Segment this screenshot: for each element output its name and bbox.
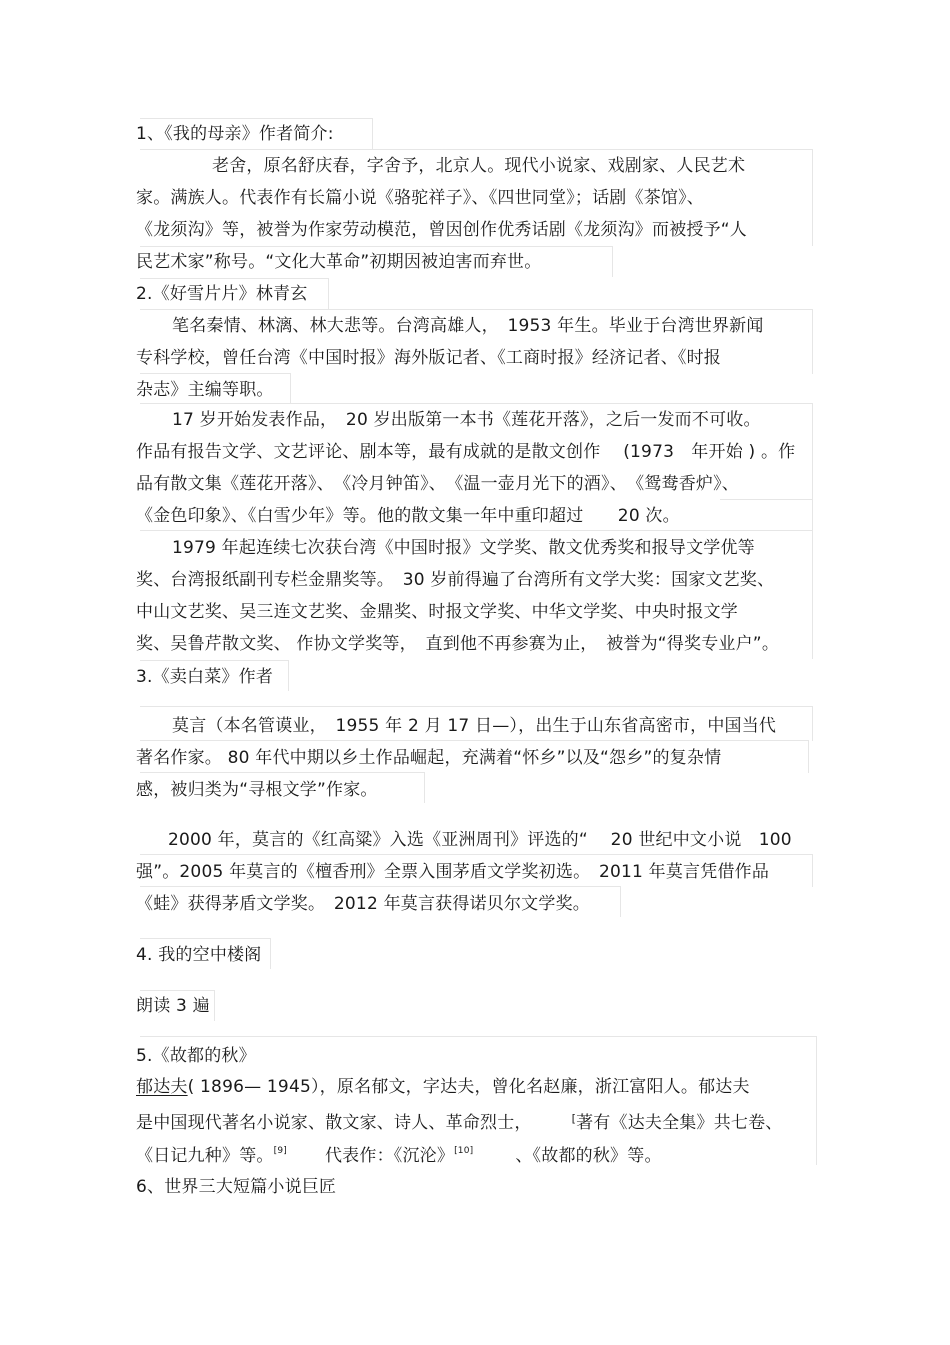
section-3-heading: 3.《卖白菜》作者 [136,667,274,687]
paragraph-line: 品有散文集《莲花开落》、 《冷月钟笛》、 《温一壶月光下的酒》、 《鸳鸯香炉》、 [136,474,739,494]
inline-text: 代表作：《沉沦》 [324,1146,455,1166]
section-4-heading: 4. 我的空中楼阁 [136,945,262,965]
inline-text: 、《故都的秋》等。 [515,1146,662,1166]
inline-text: 是中国现代著名小说家、散文家、诗人、革命烈士， [136,1113,532,1133]
paragraph-line: 《龙须沟》等，被誉为作家劳动模范，曾因创作优秀话剧《龙须沟》而被授予“人 [136,220,748,240]
paragraph-line: 感，被归类为“寻根文学”作家。 [136,780,378,800]
reading-note: 朗读 3 遍 [136,996,210,1016]
section-1-heading: 1、《我的母亲》作者简介: [136,124,334,144]
section-6-heading: 6、世界三大短篇小说巨匠 [136,1177,337,1197]
paragraph-line [136,1138,662,1164]
paragraph-line: 奖、吴鲁芹散文奖、 作协文学奖等， 直到他不再参赛为止， 被誉为“得奖专业户”。 [136,634,780,654]
paragraph-line: 著名作家。 80 年代中期以乡土作品崛起，充满着“怀乡”以及“怨乡”的复杂情 [136,748,722,768]
paragraph-line: 作品有报告文学、文艺评论、剧本等，最有成就的是散文创作 (1973 年开始 ) 。作 [136,442,796,462]
reference-10[interactable]: [10] [454,1146,474,1156]
inline-text: ( 1896— 1945），原名郁文，字达夫，曾化名赵廉，浙江富阳人。郁达夫 [187,1077,750,1097]
paragraph-line: 莫言（本名管谟业， 1955 年 2 月 17 日—），出生于山东省高密市，中国当代 [172,716,777,736]
bracket-mark: [ [571,1112,577,1125]
paragraph-line: 杂志》主编等职。 [136,380,274,400]
paragraph-line: 17 岁开始发表作品， 20 岁出版第一本书《莲花开落》，之后一发而不可收。 [172,410,761,430]
paragraph-line: 笔名秦情、林漓、林大悲等。台湾高雄人， 1953 年生。毕业于台湾世界新闻 [172,316,764,336]
paragraph-line: 中山文艺奖、吴三连文艺奖、金鼎奖、时报文学奖、中华文学奖、中央时报文学 [136,602,738,622]
paragraph-line: 奖、台湾报纸副刊专栏金鼎奖等。 30 岁前得遍了台湾所有文学大奖：国家文艺奖、 [136,570,775,590]
scan-box [720,499,813,530]
paragraph-line: 强”。2005 年莫言的《檀香刑》全票入围茅盾文学奖初选。 2011 年莫言凭借作品 [136,862,770,882]
section-5-heading: 5.《故都的秋》 [136,1046,256,1066]
inline-text: 著有《达夫全集》共七卷、 [576,1113,783,1133]
paragraph-line: 《蛙》获得茅盾文学奖。 2012 年莫言获得诺贝尔文学奖。 [136,894,590,914]
reference-9[interactable]: [9] [273,1146,287,1156]
paragraph-line [136,1106,783,1132]
author-link[interactable]: 郁达夫 [136,1077,188,1097]
paragraph-line: 2000 年，莫言的《红高粱》入选《亚洲周刊》评选的“ 20 世纪中文小说 100 [168,830,792,850]
paragraph-line: 专科学校，曾任台湾《中国时报》海外版记者、《工商时报》经济记者、《时报 [136,348,721,368]
paragraph-line: 1979 年起连续七次获台湾《中国时报》文学奖、散文优秀奖和报导文学优等 [172,538,755,558]
paragraph-line [136,1074,750,1100]
paragraph-line: 民艺术家”称号。“文化大革命”初期因被迫害而弃世。 [136,252,542,272]
inline-text: 《日记九种》等。 [136,1146,274,1166]
paragraph-line: 家。满族人。代表作有长篇小说《骆驼祥子》、《四世同堂》；话剧《茶馆》、 [136,188,704,208]
paragraph-line: 《金色印象》、《白雪少年》等。他的散文集一年中重印超过 20 次。 [136,506,680,526]
paragraph-line: 老舍，原名舒庆春，字舍予，北京人。现代小说家、戏剧家、人民艺术 [212,156,746,176]
section-2-heading: 2.《好雪片片》林青玄 [136,284,308,304]
